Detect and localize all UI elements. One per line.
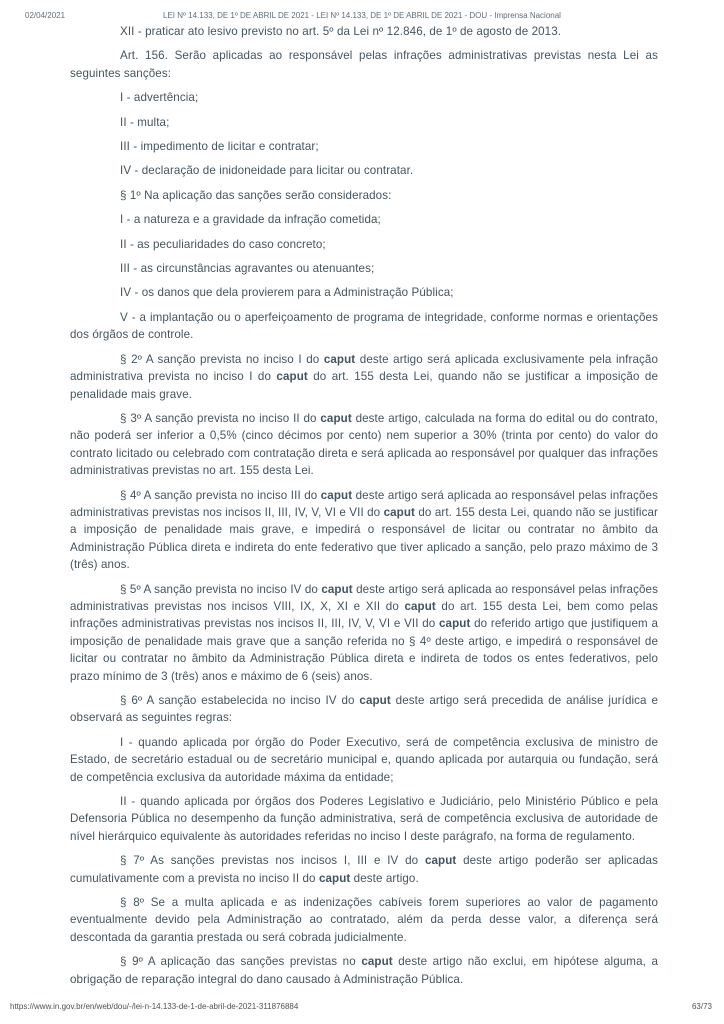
paragraph: II - as peculiaridades do caso concreto; — [120, 237, 326, 251]
page-number: 63/73 — [691, 1002, 712, 1011]
paragraph: III - impedimento de licitar e contratar; — [120, 140, 319, 154]
paragraph: I - a natureza e a gravidade da infração cometida; — [120, 213, 381, 227]
paragraph: § 2º A sanção prevista no inciso I do caput deste artigo será aplicada exclusivamente pela infração administrativa prevista no inciso I do caput do art. 155 desta Lei, quando não se justificar a imposição de penalidade mais grave. — [70, 352, 658, 401]
paragraph: § 5º A sanção prevista no inciso IV do caput deste artigo será aplicada ao responsável pelas infrações administrativas previstas nos incisos VIII, IX, X, XI e XII do caput do art. 155 desta Lei, bem como pelas infrações administrativas previstas nos incisos II, III, IV, V, VI e VII do caput do referido artigo que justifiquem a imposição de penalidade mais grave que a sanção referida no § 4º deste artigo, e impedirá o responsável de licitar ou contratar no âmbito da Administração Pública direta e indireta de todos os entes federativos, pelo prazo mínimo de 3 (três) anos e máximo de 6 (seis) anos. — [70, 582, 659, 683]
print-footer — [0, 1002, 724, 1014]
print-header — [0, 10, 724, 24]
paragraph: § 8º Se a multa aplicada e as indenizações cabíveis forem superiores ao valor de pagamento eventualmente devido pela Administração ao contratado, além da perda desse valor, a diferença será descontada da garantia prestada ou será cobrada judicialmente. — [70, 896, 658, 944]
paragraph: XII - praticar ato lesivo previsto no art. 5º da Lei nº 12.846, de 1º de agosto de 2013. — [120, 25, 562, 38]
paragraph: § 6º A sanção estabelecida no inciso IV do caput deste artigo será precedida de análise jurídica e observará as seguintes regras: — [70, 694, 658, 725]
paragraph: II - multa; — [120, 115, 170, 129]
paragraph: V - a implantação ou o aperfeiçoamento de programa de integridade, conforme normas e orientações dos órgãos de controle. — [70, 310, 658, 342]
paragraph: § 9º A aplicação das sanções previstas no caput deste artigo não exclui, em hipótese alguma, a obrigação de reparação integral do dano causado à Administração Pública. — [70, 955, 659, 986]
paragraph: IV - os danos que dela provierem para a Administração Pública; — [120, 286, 454, 300]
paragraph: I - advertência; — [120, 91, 199, 105]
paragraph: § 7º As sanções previstas nos incisos I, III e IV do caput deste artigo poderão ser aplicadas cumulativamente com a prevista no inciso II do caput deste artigo. — [70, 854, 658, 885]
paragraph: § 4º A sanção prevista no inciso III do caput deste artigo será aplicada ao responsável pelas infrações administrativas previstas nos incisos II, III, IV, V, VI e VII do caput do art. 155 desta Lei, quando não se justificar a imposição de penalidade mais grave, e impedirá o responsável de licitar ou contratar no âmbito da Administração Pública direta e indireta do ente federativo que tiver aplicado a sanção, pelo prazo máximo de 3 (três) anos. — [70, 488, 658, 572]
document-body — [70, 23, 658, 995]
paragraph: I - quando aplicada por órgão do Poder Executivo, será de competência exclusiva de ministro de Estado, de secretário estadual ou de secretário municipal e, quando aplicada por autarquia ou fundação, será de competência exclusiva da autoridade máxima da entidade; — [70, 735, 658, 784]
source-url: https://www.in.gov.br/en/web/dou/-/lei-n-14.133-de-1-de-abril-de-2021-311876884 — [10, 1002, 299, 1011]
paragraph: III - as circunstâncias agravantes ou atenuantes; — [120, 262, 375, 276]
paragraph: § 1º Na aplicação das sanções serão considerados: — [120, 188, 392, 202]
paragraph: II - quando aplicada por órgãos dos Poderes Legislativo e Judiciário, pelo Ministério Público e pela Defensoria Pública no desempenho da função administrativa, será de competência exclusiva de autoridade de nível hierárquico equivalente às autoridades referidas no inciso I deste parágrafo, na forma de regulamento. — [70, 795, 658, 843]
print-date: 02/04/2021 — [25, 11, 66, 20]
paragraph: IV - declaração de inidoneidade para licitar ou contratar. — [120, 164, 414, 178]
paragraph: § 3º A sanção prevista no inciso II do caput deste artigo, calculada na forma do edital ou do contrato, não poderá ser inferior a 0,5% (cinco décimos por cento) nem superior a 30% (trinta por cento) do valor do contrato licitado ou celebrado com contratação direta e será aplicada ao responsável por qualquer das infrações administrativas previstas no art. 155 desta Lei. — [70, 411, 659, 478]
print-title: LEI Nº 14.133, DE 1º DE ABRIL DE 2021 - LEI Nº 14.133, DE 1º DE ABRIL DE 2021 - DOU - Imprensa Nacional — [163, 11, 561, 20]
paragraph: Art. 156. Serão aplicadas ao responsável pelas infrações administrativas previstas nesta Lei as seguintes sanções: — [70, 49, 658, 80]
